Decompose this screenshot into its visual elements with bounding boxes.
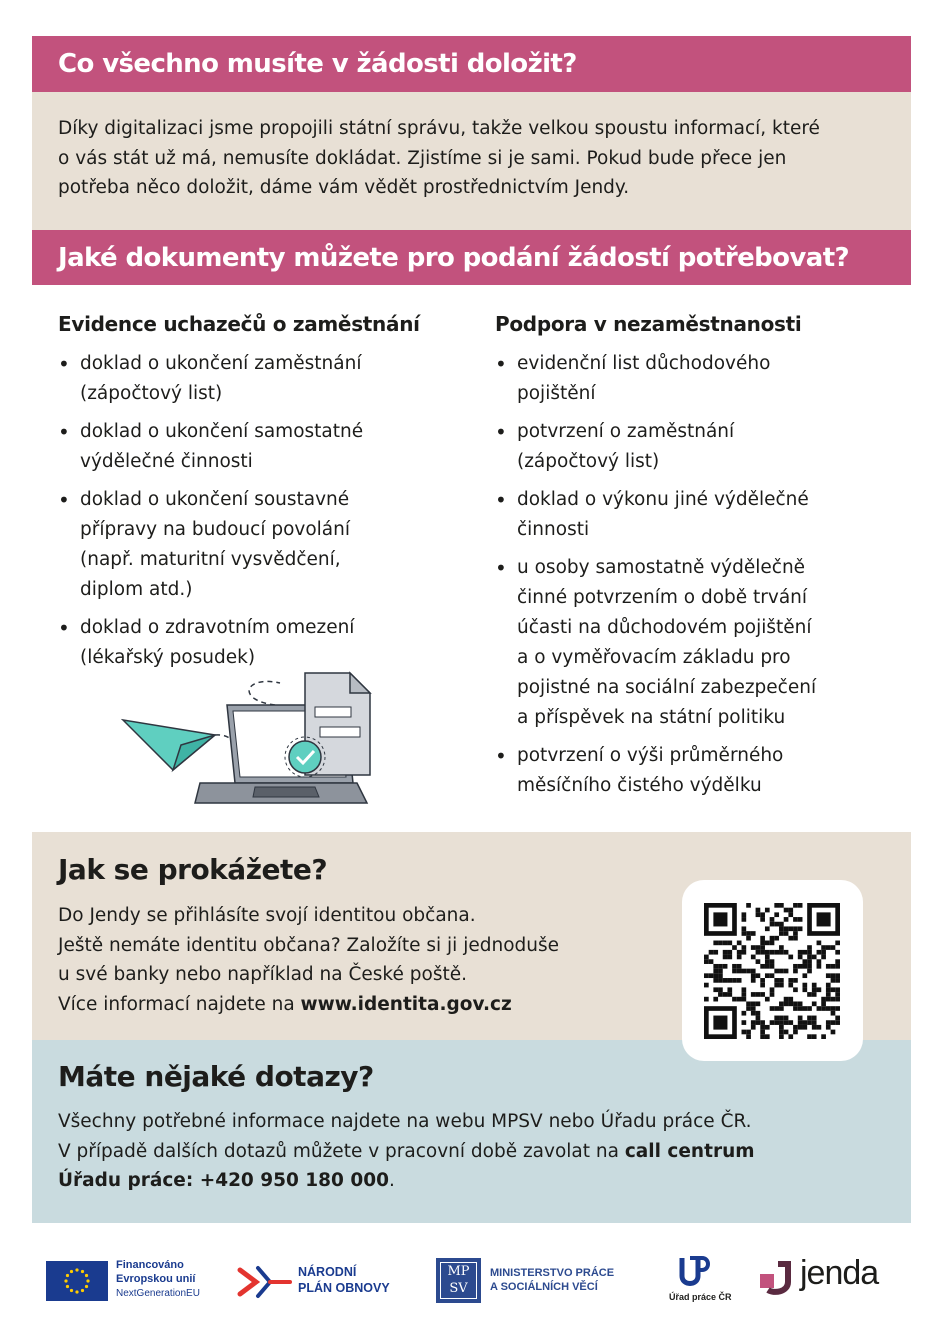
section-title-required-docs-text: Jaké dokumenty můžete pro podání žádostí potřebovat? (58, 242, 850, 273)
eu-star (81, 1289, 84, 1292)
identita-link[interactable]: www.identita.gov.cz (300, 993, 512, 1015)
identity-line: Do Jendy se přihlásíte svojí identitou občana. (58, 905, 476, 926)
intro-line: o vás stát už má, nemusíte dokládat. Zjistíme si je sami. Pokud bude přece jen (58, 147, 787, 169)
mpsv-mark-icon: MP SV (436, 1258, 481, 1303)
dashed-path (249, 681, 280, 705)
list-item: • u osoby samostatně výdělečně činné potvrzením o době trvání účasti na důchodovém pojištění a o vyměřovacím základu pro pojistné na sociální zabezpečení a příspěvek na státní politiku (495, 553, 895, 733)
section-title-required-docs (32, 230, 911, 285)
section-title-documents (32, 36, 911, 92)
identity-heading: Jak se prokážete? (58, 853, 328, 886)
up-logo-icon (676, 1256, 712, 1290)
eu-star (86, 1279, 89, 1282)
questions-paragraph (58, 1107, 898, 1196)
call-centre-label: call centrum (624, 1140, 755, 1162)
paper-plane-icon (123, 720, 247, 770)
eu-star (85, 1285, 88, 1288)
eu-star (64, 1279, 67, 1282)
list-item: • potvrzení o výši průměrného měsíčního čistého výdělku (495, 741, 895, 801)
list-item: • potvrzení o zaměstnání (zápočtový list) (495, 417, 895, 477)
eu-star (81, 1270, 84, 1273)
laptop-illustration (115, 665, 385, 810)
identity-line: Více informací najdete na www.identita.gov.cz (58, 993, 512, 1015)
jenda-logo-icon (758, 1260, 796, 1298)
questions-line: Všechny potřebné informace najdete na webu MPSV nebo Úřadu práce ČR. (58, 1111, 752, 1132)
npo-arrow-icon (236, 1262, 292, 1302)
list-item: • doklad o ukončení zaměstnání (zápočtový list) (58, 349, 458, 409)
right-document-list (495, 349, 895, 801)
qr-code-icon[interactable] (704, 903, 840, 1039)
call-centre-label: Úřadu práce: (58, 1170, 194, 1191)
intro-line: potřeba něco doložit, dáme vám vědět prostřednictvím Jendy. (58, 177, 630, 198)
questions-line: Úřadu práce: +420 950 180 000. (58, 1170, 395, 1191)
eu-star (75, 1290, 78, 1293)
section-title-documents-text: Co všechno musíte v žádosti doložit? (58, 49, 577, 79)
eu-star (85, 1274, 88, 1277)
questions-heading: Máte nějaké dotazy? (58, 1060, 374, 1093)
intro-paragraph (58, 114, 898, 203)
questions-line: V případě dalších dotazů můžete v pracovní době zavolat na call centrum (58, 1140, 755, 1162)
list-item: • doklad o zdravotním omezení (lékařský posudek) (58, 613, 458, 673)
list-item: • doklad o výkonu jiné výdělečné činnosti (495, 485, 895, 545)
intro-line: Díky digitalizaci jsme propojili státní správu, takže velkou spoustu informací, které (58, 118, 820, 139)
list-item: • doklad o ukončení samostatné výdělečné činnosti (58, 417, 458, 477)
eu-star (75, 1268, 78, 1271)
identity-paragraph (58, 901, 658, 1019)
phone-number[interactable]: +420 950 180 000 (193, 1170, 389, 1191)
qr-code-card[interactable] (682, 880, 863, 1061)
list-item: • evidenční list důchodového pojištění (495, 349, 895, 409)
eu-star (66, 1274, 69, 1277)
identity-line: u své banky nebo například na České poště. (58, 964, 467, 985)
identity-line: Ještě nemáte identitu občana? Založíte si ji jednoduše (58, 934, 559, 956)
eu-flag-icon (46, 1261, 108, 1301)
left-column-heading: Evidence uchazečů o zaměstnání (58, 312, 420, 336)
list-item: • doklad o ukončení soustavné přípravy na budoucí povolání (např. maturitní vysvědčení, diplom atd.) (58, 485, 458, 605)
eu-star (70, 1289, 73, 1292)
right-column-heading: Podpora v nezaměstnanosti (495, 312, 802, 336)
eu-star (66, 1285, 69, 1288)
left-document-list (58, 349, 458, 673)
eu-star (70, 1270, 73, 1273)
